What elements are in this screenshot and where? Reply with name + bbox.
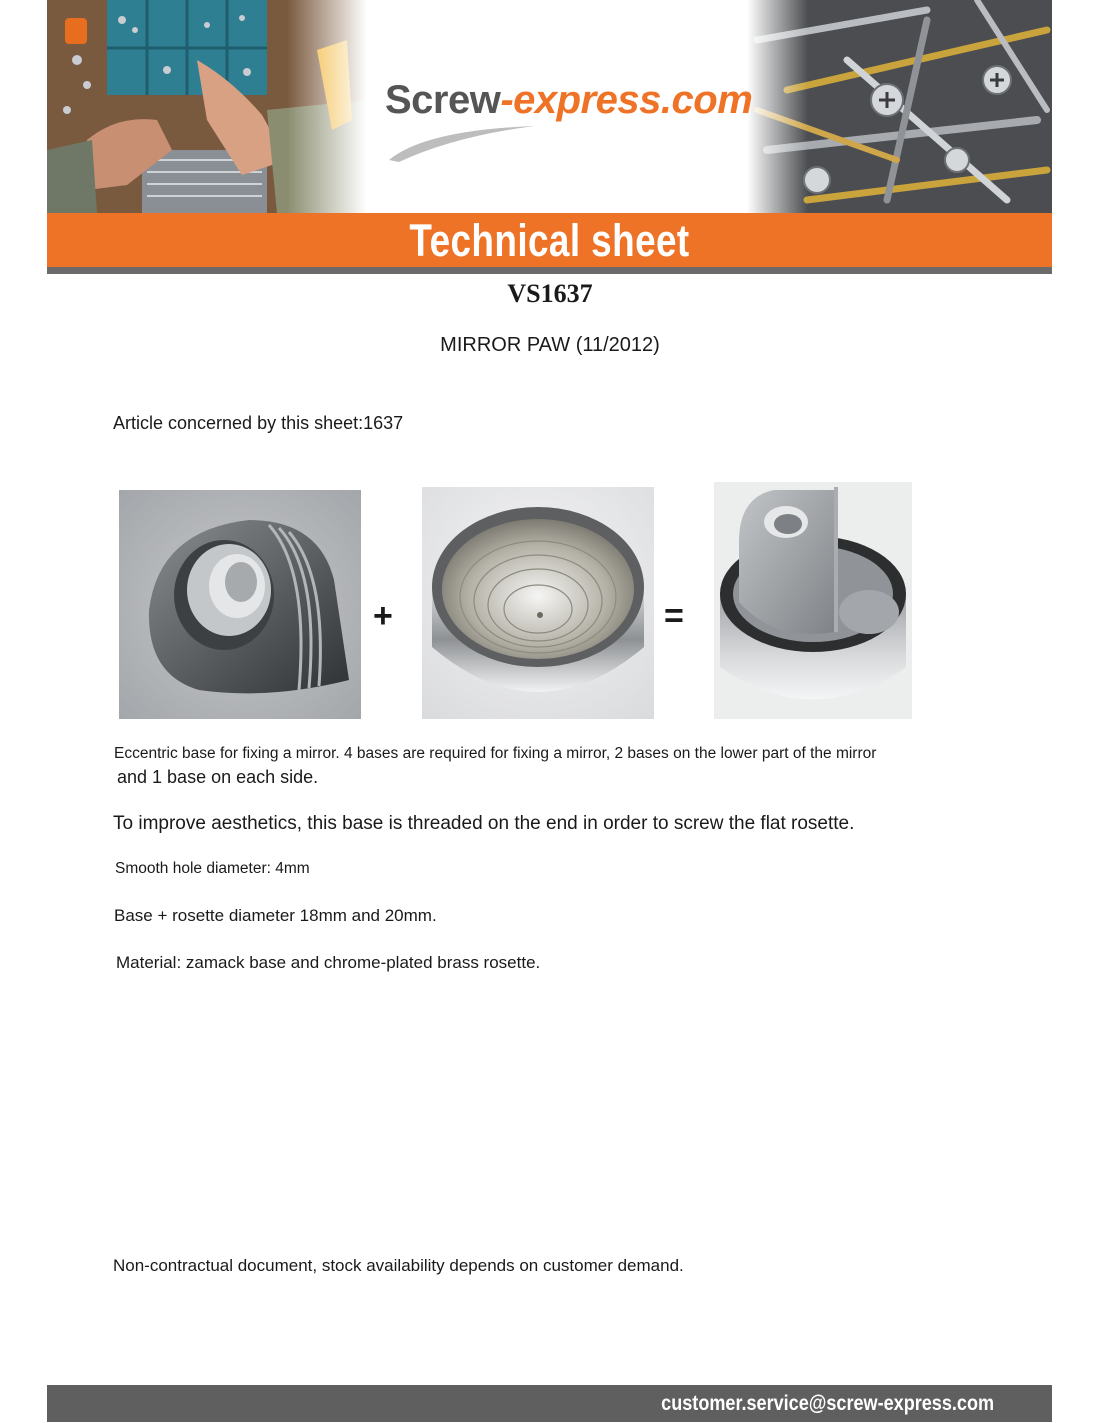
logo-swoosh-icon xyxy=(385,108,545,164)
description-line-1: Eccentric base for fixing a mirror. 4 bases are required for fixing a mirror, 2 bases on the lower part of the mirror xyxy=(114,745,877,762)
hole-diameter-spec: Smooth hole diameter: 4mm xyxy=(115,860,310,877)
customer-service-email[interactable]: customer.service@screw-express.com xyxy=(661,1392,994,1415)
workshop-photo xyxy=(47,0,367,213)
plus-symbol: + xyxy=(373,597,393,635)
aesthetics-note: To improve aesthetics, this base is threaded on the end in order to screw the flat rosette. xyxy=(113,813,855,834)
equals-symbol: = xyxy=(664,597,684,635)
header-banner xyxy=(47,0,1052,213)
disclaimer: Non-contractual document, stock availability depends on customer demand. xyxy=(113,1256,684,1275)
base-part-image xyxy=(119,490,361,719)
logo-accent-text: -express.com xyxy=(500,78,753,122)
product-reference: VS1637 xyxy=(507,279,593,308)
banner-title: Technical sheet xyxy=(409,215,690,266)
article-line: Article concerned by this sheet:1637 xyxy=(113,413,404,433)
material-spec: Material: zamack base and chrome-plated brass rosette. xyxy=(116,953,541,972)
brand-logo xyxy=(385,78,753,168)
description-line-2: and 1 base on each side. xyxy=(117,767,319,787)
footer-bar xyxy=(47,1385,1052,1422)
screws-photo xyxy=(747,0,1052,213)
title-bar xyxy=(47,213,1052,267)
logo-main-text: Screw xyxy=(385,78,501,122)
rosette-part-image xyxy=(422,487,654,719)
assembled-part-image xyxy=(714,482,912,719)
title-bar-divider xyxy=(47,267,1052,274)
product-subtitle: MIRROR PAW (11/2012) xyxy=(440,334,660,356)
rosette-diameter-spec: Base + rosette diameter 18mm and 20mm. xyxy=(114,906,437,925)
